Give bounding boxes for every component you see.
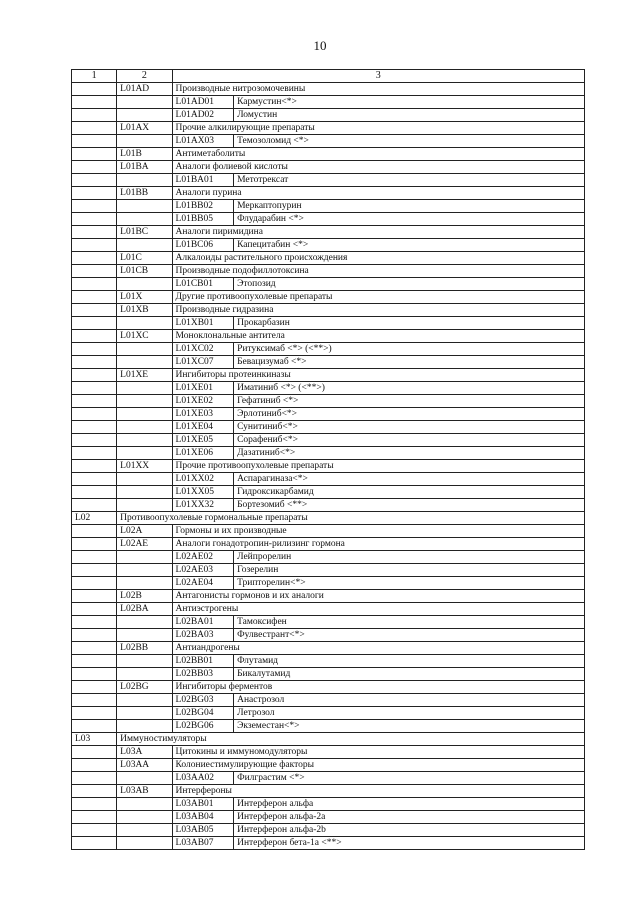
table-row	[72, 486, 585, 499]
table-row	[72, 447, 585, 460]
subgroup-code-cell: L01CB	[117, 265, 172, 278]
group-code-cell	[72, 525, 117, 538]
subgroup-name-cell: Аналоги гонадотропин-рилизинг гормона	[172, 538, 584, 551]
subgroup-code-cell	[117, 707, 172, 720]
group-code-cell	[72, 265, 117, 278]
subgroup-name-cell: Другие противоопухолевые препараты	[172, 291, 584, 304]
subgroup-code-cell	[117, 109, 172, 122]
subgroup-name-cell: Антагонисты гормонов и их аналоги	[172, 590, 584, 603]
table-row	[72, 616, 585, 629]
drug-name-cell: Бикалутамид	[234, 668, 585, 681]
subgroup-name-cell: Колониестимулирующие факторы	[172, 759, 584, 772]
group-code-cell	[72, 122, 117, 135]
drug-name-cell: Ритуксимаб <*> (<**>)	[234, 343, 585, 356]
subgroup-name-cell: Моноклональные антитела	[172, 330, 584, 343]
drug-code-cell: L01BC06	[172, 239, 234, 252]
subgroup-code-cell	[117, 434, 172, 447]
group-code-cell	[72, 460, 117, 473]
drug-code-cell: L01XE05	[172, 434, 234, 447]
subgroup-code-cell	[117, 551, 172, 564]
group-code-cell	[72, 473, 117, 486]
table-row	[72, 837, 585, 850]
subgroup-code-cell: L01C	[117, 252, 172, 265]
subgroup-code-cell	[117, 213, 172, 226]
table-row	[72, 252, 585, 265]
drug-name-cell: Меркаптопурин	[234, 200, 585, 213]
group-code-cell	[72, 772, 117, 785]
group-code-cell	[72, 200, 117, 213]
subgroup-code-cell	[117, 811, 172, 824]
drug-code-cell: L01XE03	[172, 408, 234, 421]
subgroup-code-cell	[117, 629, 172, 642]
subgroup-name-cell: Интерфероны	[172, 785, 584, 798]
group-code-cell	[72, 161, 117, 174]
group-code-cell	[72, 83, 117, 96]
drug-name-cell: Темозоломид <*>	[234, 135, 585, 148]
subgroup-code-cell: L02BA	[117, 603, 172, 616]
subgroup-name-cell: Производные нитрозомочевины	[172, 83, 584, 96]
drug-name-cell: Ломустин	[234, 109, 585, 122]
drug-name-cell: Флударабин <*>	[234, 213, 585, 226]
table-row	[72, 629, 585, 642]
drug-code-cell: L01AD01	[172, 96, 234, 109]
subgroup-code-cell: L01BC	[117, 226, 172, 239]
drug-code-cell: L01BA01	[172, 174, 234, 187]
group-code-cell	[72, 96, 117, 109]
group-code-cell	[72, 278, 117, 291]
table-row	[72, 434, 585, 447]
subgroup-name-cell: Аналоги фолиевой кислоты	[172, 161, 584, 174]
subgroup-code-cell	[117, 772, 172, 785]
drug-code-cell: L01XC02	[172, 343, 234, 356]
subgroup-code-cell	[117, 278, 172, 291]
table-row	[72, 109, 585, 122]
group-code-cell	[72, 304, 117, 317]
group-code-cell	[72, 447, 117, 460]
table-row	[72, 681, 585, 694]
drug-code-cell: L01XX02	[172, 473, 234, 486]
group-code-cell	[72, 603, 117, 616]
subgroup-code-cell: L03AB	[117, 785, 172, 798]
drug-code-cell: L02BB01	[172, 655, 234, 668]
group-code-cell: L02	[72, 512, 117, 525]
table-row	[72, 759, 585, 772]
table-row	[72, 382, 585, 395]
table-row	[72, 265, 585, 278]
group-code-cell	[72, 330, 117, 343]
subgroup-code-cell: L01BA	[117, 161, 172, 174]
subgroup-code-cell: L01AD	[117, 83, 172, 96]
group-code-cell	[72, 486, 117, 499]
drug-code-cell: L01XE02	[172, 395, 234, 408]
subgroup-code-cell	[117, 473, 172, 486]
group-code-cell	[72, 824, 117, 837]
subgroup-name-cell: Аналоги пурина	[172, 187, 584, 200]
table-row	[72, 356, 585, 369]
table-row	[72, 239, 585, 252]
drug-code-cell: L01XE01	[172, 382, 234, 395]
table-row	[72, 330, 585, 343]
drug-name-cell: Кармустин<*>	[234, 96, 585, 109]
subgroup-code-cell: L01XX	[117, 460, 172, 473]
subgroup-code-cell	[117, 447, 172, 460]
group-code-cell	[72, 577, 117, 590]
drug-code-cell: L01AX03	[172, 135, 234, 148]
drug-code-cell: L02AE04	[172, 577, 234, 590]
subgroup-code-cell	[117, 239, 172, 252]
subgroup-code-cell	[117, 694, 172, 707]
group-code-cell	[72, 408, 117, 421]
group-code-cell	[72, 434, 117, 447]
drug-name-cell: Интерферон бета-1a <**>	[234, 837, 585, 850]
table-row	[72, 551, 585, 564]
header-col-3: 3	[172, 70, 584, 83]
group-code-cell	[72, 109, 117, 122]
table-row	[72, 655, 585, 668]
drug-name-cell: Летрозол	[234, 707, 585, 720]
group-name-cell: Иммуностимуляторы	[117, 733, 585, 746]
drug-name-cell: Сорафениб<*>	[234, 434, 585, 447]
subgroup-name-cell: Прочие противоопухолевые препараты	[172, 460, 584, 473]
drug-code-cell: L02BG04	[172, 707, 234, 720]
group-code-cell	[72, 421, 117, 434]
table-row	[72, 226, 585, 239]
table-row	[72, 499, 585, 512]
table-row	[72, 785, 585, 798]
page-number: 10	[313, 38, 327, 53]
table-row	[72, 122, 585, 135]
subgroup-code-cell: L02BG	[117, 681, 172, 694]
group-name-cell: Противоопухолевые гормональные препараты	[117, 512, 585, 525]
drug-name-cell: Бортезомиб <**>	[234, 499, 585, 512]
subgroup-code-cell	[117, 655, 172, 668]
group-code-cell	[72, 707, 117, 720]
drug-code-cell: L01XX32	[172, 499, 234, 512]
group-code-cell	[72, 668, 117, 681]
drug-name-cell: Флутамид	[234, 655, 585, 668]
drug-code-cell: L03AB05	[172, 824, 234, 837]
subgroup-code-cell	[117, 824, 172, 837]
table-row	[72, 213, 585, 226]
table-row	[72, 512, 585, 525]
drug-name-cell: Интерферон альфа-2b	[234, 824, 585, 837]
drug-name-cell: Метотрексат	[234, 174, 585, 187]
drug-name-cell: Фулвестрант<*>	[234, 629, 585, 642]
table-row	[72, 525, 585, 538]
drug-classification-table	[71, 69, 585, 850]
subgroup-code-cell	[117, 720, 172, 733]
drug-name-cell: Интерферон альфа	[234, 798, 585, 811]
subgroup-code-cell: L02B	[117, 590, 172, 603]
group-code-cell	[72, 538, 117, 551]
table-row	[72, 135, 585, 148]
table-row	[72, 408, 585, 421]
drug-name-cell: Тамоксифен	[234, 616, 585, 629]
group-code-cell	[72, 382, 117, 395]
table-row	[72, 642, 585, 655]
group-code-cell	[72, 551, 117, 564]
group-code-cell	[72, 564, 117, 577]
table-row	[72, 564, 585, 577]
group-code-cell	[72, 369, 117, 382]
group-code-cell	[72, 720, 117, 733]
drug-name-cell: Бевацизумаб <*>	[234, 356, 585, 369]
subgroup-code-cell	[117, 317, 172, 330]
group-code-cell	[72, 811, 117, 824]
subgroup-code-cell: L01XC	[117, 330, 172, 343]
group-code-cell	[72, 291, 117, 304]
table-row	[72, 395, 585, 408]
drug-code-cell: L02AE02	[172, 551, 234, 564]
subgroup-name-cell: Аналоги пиримидина	[172, 226, 584, 239]
group-code-cell	[72, 746, 117, 759]
subgroup-name-cell: Гормоны и их производные	[172, 525, 584, 538]
group-code-cell	[72, 655, 117, 668]
drug-name-cell: Сунитиниб<*>	[234, 421, 585, 434]
subgroup-name-cell: Антиандрогены	[172, 642, 584, 655]
subgroup-code-cell	[117, 616, 172, 629]
table-row	[72, 83, 585, 96]
group-code-cell	[72, 616, 117, 629]
table-row	[72, 772, 585, 785]
subgroup-name-cell: Производные подофиллотоксина	[172, 265, 584, 278]
group-code-cell	[72, 694, 117, 707]
group-code-cell	[72, 499, 117, 512]
table-row	[72, 148, 585, 161]
subgroup-code-cell	[117, 174, 172, 187]
drug-name-cell: Экземестан<*>	[234, 720, 585, 733]
subgroup-code-cell: L02AE	[117, 538, 172, 551]
drug-code-cell: L01CB01	[172, 278, 234, 291]
subgroup-code-cell: L01B	[117, 148, 172, 161]
table-row	[72, 421, 585, 434]
subgroup-name-cell: Цитокины и иммуномодуляторы	[172, 746, 584, 759]
table-row	[72, 304, 585, 317]
table-row	[72, 603, 585, 616]
group-code-cell: L03	[72, 733, 117, 746]
subgroup-code-cell: L01AX	[117, 122, 172, 135]
subgroup-code-cell: L01BB	[117, 187, 172, 200]
subgroup-code-cell	[117, 343, 172, 356]
subgroup-code-cell	[117, 356, 172, 369]
table-row	[72, 200, 585, 213]
subgroup-code-cell: L01XB	[117, 304, 172, 317]
drug-name-cell: Гидроксикарбамид	[234, 486, 585, 499]
table-row	[72, 278, 585, 291]
group-code-cell	[72, 681, 117, 694]
group-code-cell	[72, 174, 117, 187]
subgroup-name-cell: Антиметаболиты	[172, 148, 584, 161]
subgroup-code-cell: L03AA	[117, 759, 172, 772]
group-code-cell	[72, 252, 117, 265]
table-row	[72, 746, 585, 759]
subgroup-code-cell	[117, 408, 172, 421]
table-row	[72, 460, 585, 473]
group-code-cell	[72, 395, 117, 408]
drug-name-cell: Эрлотиниб<*>	[234, 408, 585, 421]
drug-code-cell: L03AA02	[172, 772, 234, 785]
subgroup-name-cell: Алкалоиды растительного происхождения	[172, 252, 584, 265]
table-row	[72, 291, 585, 304]
subgroup-code-cell	[117, 96, 172, 109]
table-row	[72, 694, 585, 707]
subgroup-name-cell: Антиэстрогены	[172, 603, 584, 616]
group-code-cell	[72, 148, 117, 161]
drug-code-cell: L01BB02	[172, 200, 234, 213]
drug-code-cell: L03AB01	[172, 798, 234, 811]
table-row	[72, 317, 585, 330]
group-code-cell	[72, 135, 117, 148]
subgroup-code-cell	[117, 421, 172, 434]
drug-code-cell: L02BA03	[172, 629, 234, 642]
drug-code-cell: L02AE03	[172, 564, 234, 577]
drug-name-cell: Иматиниб <*> (<**>)	[234, 382, 585, 395]
table-row	[72, 161, 585, 174]
group-code-cell	[72, 759, 117, 772]
subgroup-code-cell	[117, 798, 172, 811]
drug-code-cell: L01AD02	[172, 109, 234, 122]
table-row	[72, 369, 585, 382]
drug-name-cell: Прокарбазин	[234, 317, 585, 330]
subgroup-code-cell	[117, 499, 172, 512]
subgroup-code-cell	[117, 486, 172, 499]
group-code-cell	[72, 590, 117, 603]
table-row	[72, 538, 585, 551]
subgroup-code-cell: L01XE	[117, 369, 172, 382]
header-col-1: 1	[72, 70, 117, 83]
drug-code-cell: L01XB01	[172, 317, 234, 330]
subgroup-code-cell	[117, 668, 172, 681]
group-code-cell	[72, 226, 117, 239]
subgroup-code-cell	[117, 837, 172, 850]
table-row	[72, 733, 585, 746]
group-code-cell	[72, 837, 117, 850]
subgroup-code-cell	[117, 395, 172, 408]
group-code-cell	[72, 642, 117, 655]
subgroup-name-cell: Производные гидразина	[172, 304, 584, 317]
table-row	[72, 577, 585, 590]
group-code-cell	[72, 798, 117, 811]
drug-name-cell: Гефатиниб <*>	[234, 395, 585, 408]
group-code-cell	[72, 343, 117, 356]
drug-name-cell: Анастрозол	[234, 694, 585, 707]
subgroup-name-cell: Прочие алкилирующие препараты	[172, 122, 584, 135]
drug-code-cell: L02BG03	[172, 694, 234, 707]
subgroup-code-cell	[117, 200, 172, 213]
header-col-2: 2	[117, 70, 172, 83]
table-row	[72, 798, 585, 811]
group-code-cell	[72, 356, 117, 369]
group-code-cell	[72, 317, 117, 330]
subgroup-code-cell: L03A	[117, 746, 172, 759]
drug-name-cell: Интерферон альфа-2a	[234, 811, 585, 824]
table-row	[72, 824, 585, 837]
drug-code-cell: L01XE06	[172, 447, 234, 460]
table-row	[72, 187, 585, 200]
drug-name-cell: Трипторелин<*>	[234, 577, 585, 590]
table-row	[72, 720, 585, 733]
drug-code-cell: L01XX05	[172, 486, 234, 499]
table-row	[72, 590, 585, 603]
drug-code-cell: L03AB07	[172, 837, 234, 850]
subgroup-code-cell: L02A	[117, 525, 172, 538]
table-row	[72, 811, 585, 824]
group-code-cell	[72, 239, 117, 252]
drug-code-cell: L02BB03	[172, 668, 234, 681]
drug-code-cell: L01BB05	[172, 213, 234, 226]
drug-name-cell: Гозерелин	[234, 564, 585, 577]
drug-code-cell: L01XC07	[172, 356, 234, 369]
group-code-cell	[72, 629, 117, 642]
subgroup-code-cell	[117, 564, 172, 577]
subgroup-code-cell	[117, 382, 172, 395]
group-code-cell	[72, 187, 117, 200]
drug-name-cell: Аспарагиназа<*>	[234, 473, 585, 486]
drug-name-cell: Дазатиниб<*>	[234, 447, 585, 460]
subgroup-code-cell: L02BB	[117, 642, 172, 655]
table-row	[72, 707, 585, 720]
table-row	[72, 473, 585, 486]
table-row	[72, 668, 585, 681]
subgroup-name-cell: Ингибиторы протеинкиназы	[172, 369, 584, 382]
subgroup-code-cell	[117, 577, 172, 590]
table-header-row	[72, 70, 585, 83]
drug-name-cell: Капецитабин <*>	[234, 239, 585, 252]
drug-name-cell: Филграстим <*>	[234, 772, 585, 785]
subgroup-name-cell: Ингибиторы ферментов	[172, 681, 584, 694]
table-row	[72, 96, 585, 109]
table-row	[72, 174, 585, 187]
drug-code-cell: L01XE04	[172, 421, 234, 434]
drug-code-cell: L02BG06	[172, 720, 234, 733]
group-code-cell	[72, 785, 117, 798]
drug-name-cell: Лейпрорелин	[234, 551, 585, 564]
subgroup-code-cell: L01X	[117, 291, 172, 304]
drug-name-cell: Этопозид	[234, 278, 585, 291]
table-row	[72, 343, 585, 356]
drug-code-cell: L02BA01	[172, 616, 234, 629]
drug-code-cell: L03AB04	[172, 811, 234, 824]
group-code-cell	[72, 213, 117, 226]
subgroup-code-cell	[117, 135, 172, 148]
